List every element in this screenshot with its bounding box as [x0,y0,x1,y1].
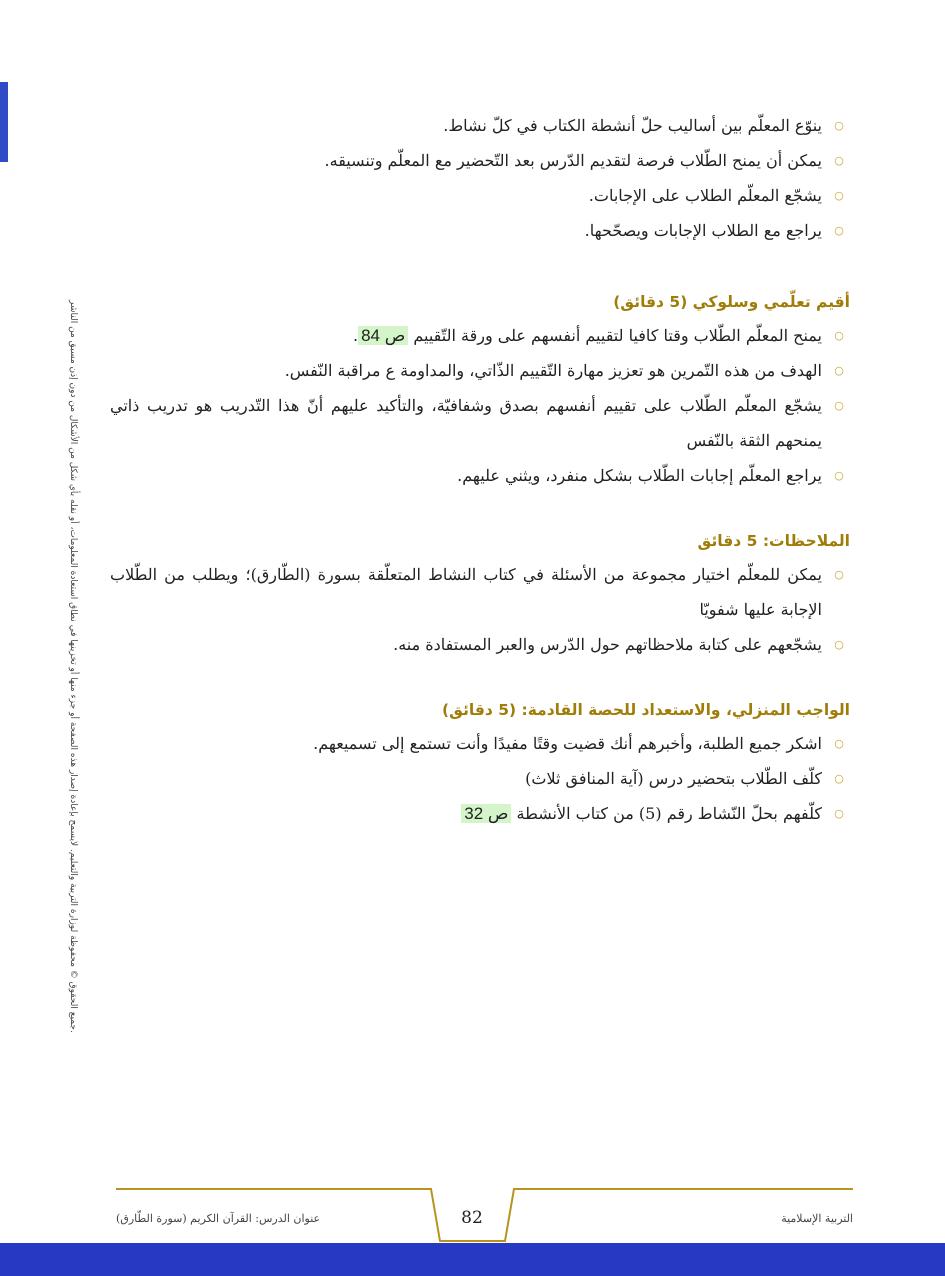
circle-bullet-icon: ○ [834,807,844,820]
circle-bullet-icon: ○ [834,119,844,132]
section-heading-homework: الواجب المنزلي، والاستعداد للحصة القادمة: (5 دقائق) [442,701,850,719]
list-item: ○ اشكر جميع الطلبة، وأخبرهم أنك قضيت وقتًا مفيدًا وأنت تستمع إلى تسميعهم. [110,726,850,761]
circle-bullet-icon: ○ [834,329,844,342]
list-item: ○ يمكن للمعلّم اختيار مجموعة من الأسئلة في كتاب النشاط المتعلّقة بسورة (الطّارق)؛ ويطلب من الطّلاب الإجابة عليها شفويّا [110,557,850,627]
circle-bullet-icon: ○ [834,772,844,785]
assessment-list [110,318,850,493]
page-reference-highlight: ص 32 [461,804,511,823]
page-number: 82 [461,1208,483,1228]
circle-bullet-icon: ○ [834,469,844,482]
page-reference-highlight: ص 84 [358,326,408,345]
list-item: ○ كلّفهم بحلّ النّشاط رقم (5) من كتاب الأنشطة ص 32 [110,796,850,831]
circle-bullet-icon: ○ [834,364,844,377]
circle-bullet-icon: ○ [834,737,844,750]
list-item: ○ يمنح المعلّم الطّلاب وقتا كافيا لتقييم أنفسهم على ورقة التّقييم ص 84. [110,318,850,353]
bottom-color-bar [0,1243,945,1276]
circle-bullet-icon: ○ [834,189,844,202]
side-tab-marker [0,82,8,162]
circle-bullet-icon: ○ [834,154,844,167]
list-item: ○ يشجّعهم على كتابة ملاحظاتهم حول الدّرس والعبر المستفادة منه. [110,627,850,662]
list-item: ○ ينوّع المعلّم بين أساليب حلّ أنشطة الكتاب في كلّ نشاط. [110,108,850,143]
intro-list [110,108,850,248]
list-item: ○ يمكن أن يمنح الطّلاب فرصة لتقديم الدّرس بعد التّحضير مع المعلّم وتنسيقه. [110,143,850,178]
copyright-side-note: جميع الحقوق © محفوظة لوزارة التربية والتعليم. لايسمح بإعادة إصدار هذه الصفحة أو جزء منها أو تخزينها في نطاق استعادة المعلومات، أو نقله بأي شكل من الأشكال من دون إذن مسبق من الناشر. [68,300,78,1033]
section-heading-notes: الملاحظات: 5 دقائق [697,532,850,550]
homework-list [110,726,850,831]
circle-bullet-icon: ○ [834,638,844,651]
lesson-content [110,108,850,831]
section-heading-assessment: أقيم تعلّمي وسلوكي (5 دقائق) [613,293,850,311]
list-item: ○ الهدف من هذه التّمرين هو تعزيز مهارة التّقييم الذّاتي، والمداومة ع مراقبة النّفس. [110,353,850,388]
list-item: ○ يشجّع المعلّم الطلاب على الإجابات. [110,178,850,213]
circle-bullet-icon: ○ [834,568,844,581]
circle-bullet-icon: ○ [834,399,844,412]
notes-list [110,557,850,662]
circle-bullet-icon: ○ [834,224,844,237]
list-item: ○ يراجع المعلّم إجابات الطّلاب بشكل منفرد، ويثني عليهم. [110,458,850,493]
footer-lesson-title: عنوان الدرس: القرآن الكريم (سورة الطّارق) [116,1212,321,1225]
list-item: ○ يراجع مع الطلاب الإجابات ويصحّحها. [110,213,850,248]
footer-subject: التربية الإسلامية [781,1212,853,1225]
list-item: ○ كلّف الطّلاب بتحضير درس (آية المنافق ثلاث) [110,761,850,796]
list-item: ○ يشجّع المعلّم الطّلاب على تقييم أنفسهم بصدق وشفافيّة، والتأكيد عليهم أنّ هذا التّدريب هو تدريب ذاتي يمنحهم الثقة بالنّفس [110,388,850,458]
